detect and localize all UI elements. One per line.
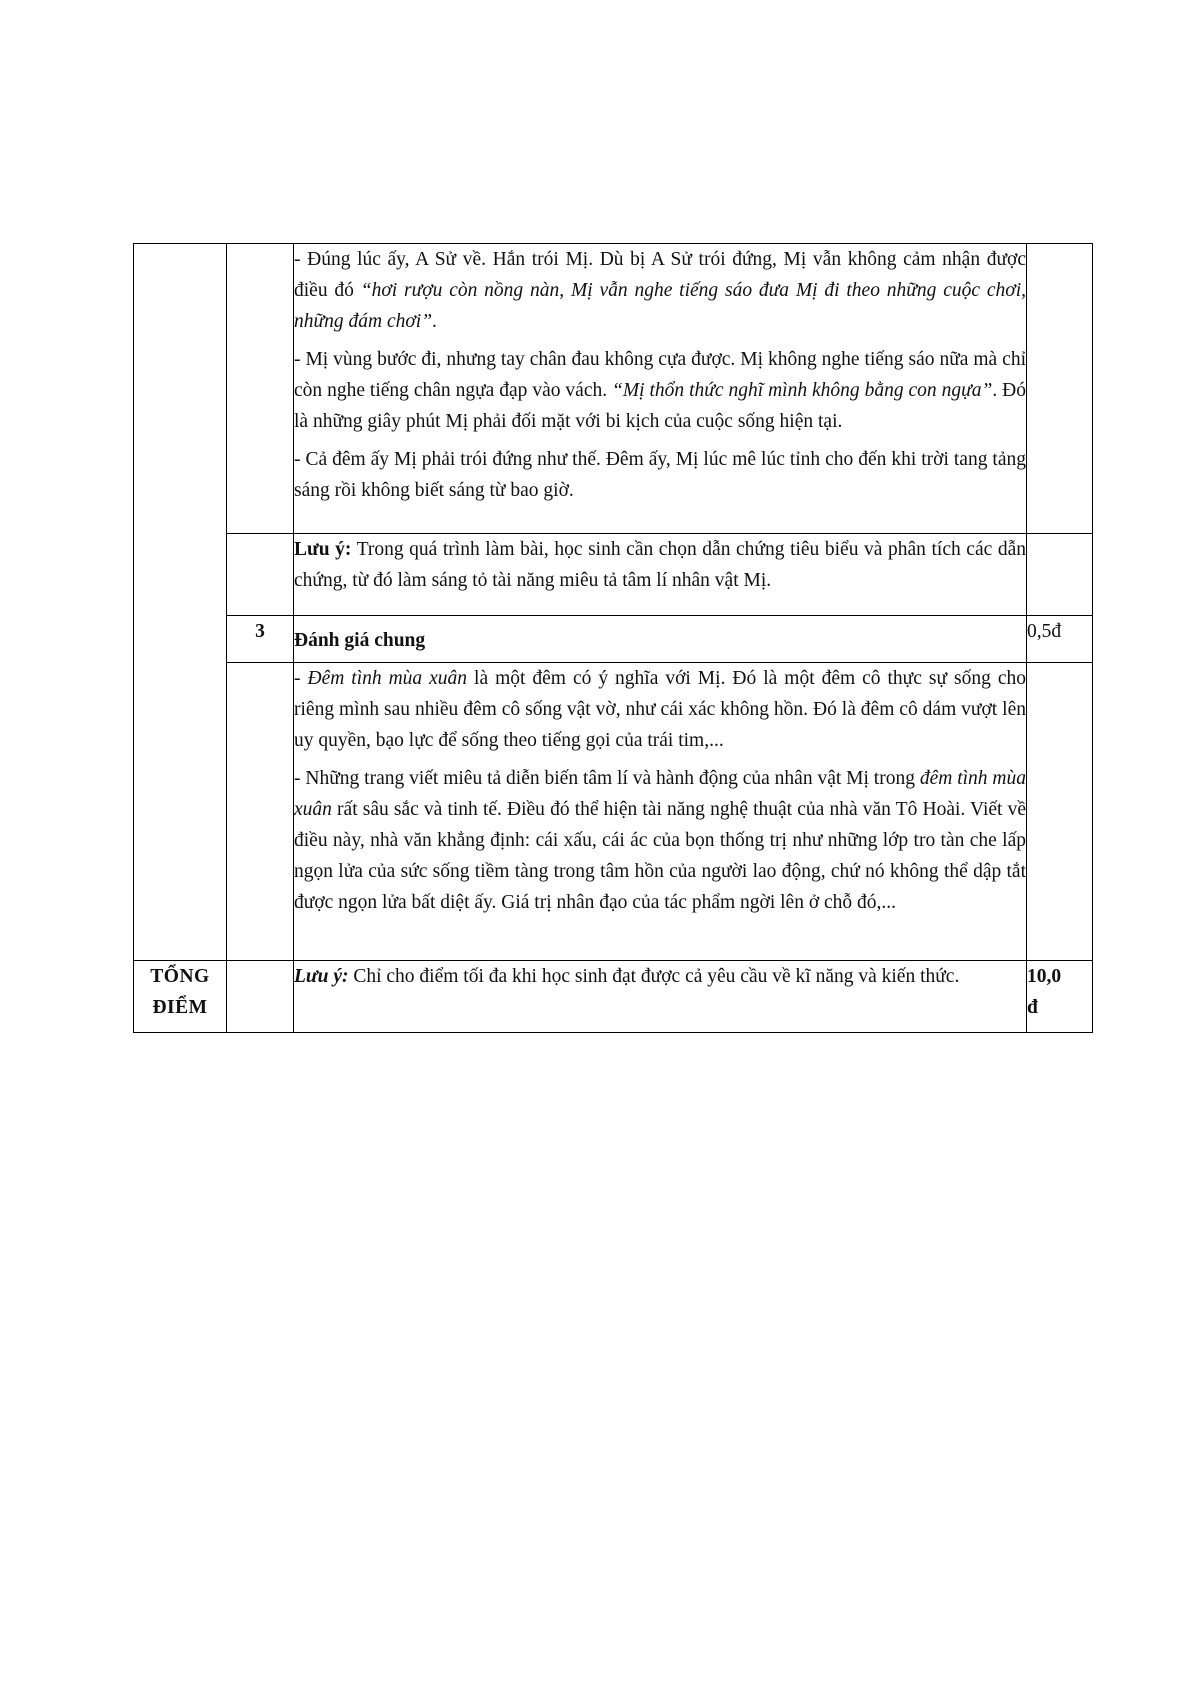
note-label: Lưu ý: bbox=[294, 539, 352, 560]
table-row bbox=[134, 616, 1093, 663]
grading-table bbox=[133, 243, 1093, 1033]
total-note-cell bbox=[294, 961, 1027, 1033]
total-label: TỔNG ĐIỂM bbox=[134, 961, 227, 1033]
work-title: Đêm tình mùa xuân bbox=[307, 668, 468, 689]
score-cell bbox=[1027, 244, 1093, 534]
note-paragraph: Lưu ý: Chỉ cho điểm tối đa khi học sinh đạt được cả yêu cầu về kĩ năng và kiến thức. bbox=[294, 966, 960, 987]
section-score: 0,5đ bbox=[1027, 616, 1093, 663]
table-row bbox=[134, 244, 1093, 534]
number-cell bbox=[227, 534, 294, 616]
work-title: đêm tình mùa xuân bbox=[294, 768, 1026, 820]
criteria-cell bbox=[134, 244, 227, 961]
quote: “Mị thổn thức nghĩ mình không bằng con ngựa” bbox=[612, 380, 993, 401]
paragraph: - Đúng lúc ấy, A Sử về. Hắn trói Mị. Dù bị A Sử trói đứng, Mị vẫn không cảm nhận được điều đó “hơi rượu còn nồng nàn, Mị vẫn nghe tiếng sáo đưa Mị đi theo những cuộc chơi, những đám chơi”. bbox=[294, 249, 1026, 332]
number-cell bbox=[227, 244, 294, 534]
score-cell bbox=[1027, 663, 1093, 961]
score-cell bbox=[1027, 534, 1093, 616]
note-label: Lưu ý: bbox=[294, 966, 349, 987]
paragraph: - Mị vùng bước đi, nhưng tay chân đau không cựa được. Mị không nghe tiếng sáo nữa mà chỉ còn nghe tiếng chân ngựa đạp vào vách. “Mị thổn thức nghĩ mình không bằng con ngựa”. Đó là những giây phút Mị phải đối mặt với bi kịch của cuộc sống hiện tại. bbox=[294, 349, 1026, 432]
section-heading: Đánh giá chung bbox=[294, 616, 1027, 663]
quote: “hơi rượu còn nồng nàn, Mị vẫn nghe tiếng sáo đưa Mị đi theo những cuộc chơi, những đám chơi” bbox=[294, 280, 1026, 332]
paragraph: - Cả đêm ấy Mị phải trói đứng như thế. Đêm ấy, Mị lúc mê lúc tỉnh cho đến khi trời tang tảng sáng rồi không biết sáng từ bao giờ. bbox=[294, 449, 1026, 501]
number-cell bbox=[227, 961, 294, 1033]
number-cell bbox=[227, 663, 294, 961]
content-cell bbox=[294, 244, 1027, 534]
paragraph: - Những trang viết miêu tả diễn biến tâm lí và hành động của nhân vật Mị trong đêm tình mùa xuân rất sâu sắc và tinh tế. Điều đó thể hiện tài năng nghệ thuật của nhà văn Tô Hoài. Viết về điều này, nhà văn khẳng định: cái xấu, cái ác của bọn thống trị như những lớp tro tàn che lấp ngọn lửa của sức sống tiềm tàng trong tâm hồn của người lao động, chứ nó không thể dập tắt được ngọn lửa bất diệt ấy. Giá trị nhân đạo của tác phẩm ngời lên ở chỗ đó,... bbox=[294, 768, 1026, 913]
note-paragraph: Lưu ý: Trong quá trình làm bài, học sinh cần chọn dẫn chứng tiêu biểu và phân tích các dẫn chứng, từ đó làm sáng tỏ tài năng miêu tả tâm lí nhân vật Mị. bbox=[294, 539, 1027, 591]
table-row bbox=[134, 663, 1093, 961]
paragraph: - Đêm tình mùa xuân là một đêm có ý nghĩa với Mị. Đó là một đêm cô thực sự sống cho riêng mình sau nhiều đêm cô sống vật vờ, như cái xác không hồn. Đó là đêm cô dám vượt lên uy quyền, bạo lực để sống theo tiếng gọi của trái tim,... bbox=[294, 668, 1026, 751]
content-cell bbox=[294, 663, 1027, 961]
total-score: 10,0 đ bbox=[1027, 961, 1093, 1033]
total-row bbox=[134, 961, 1093, 1033]
table-row bbox=[134, 534, 1093, 616]
content-cell bbox=[294, 534, 1027, 616]
section-number: 3 bbox=[227, 616, 294, 663]
